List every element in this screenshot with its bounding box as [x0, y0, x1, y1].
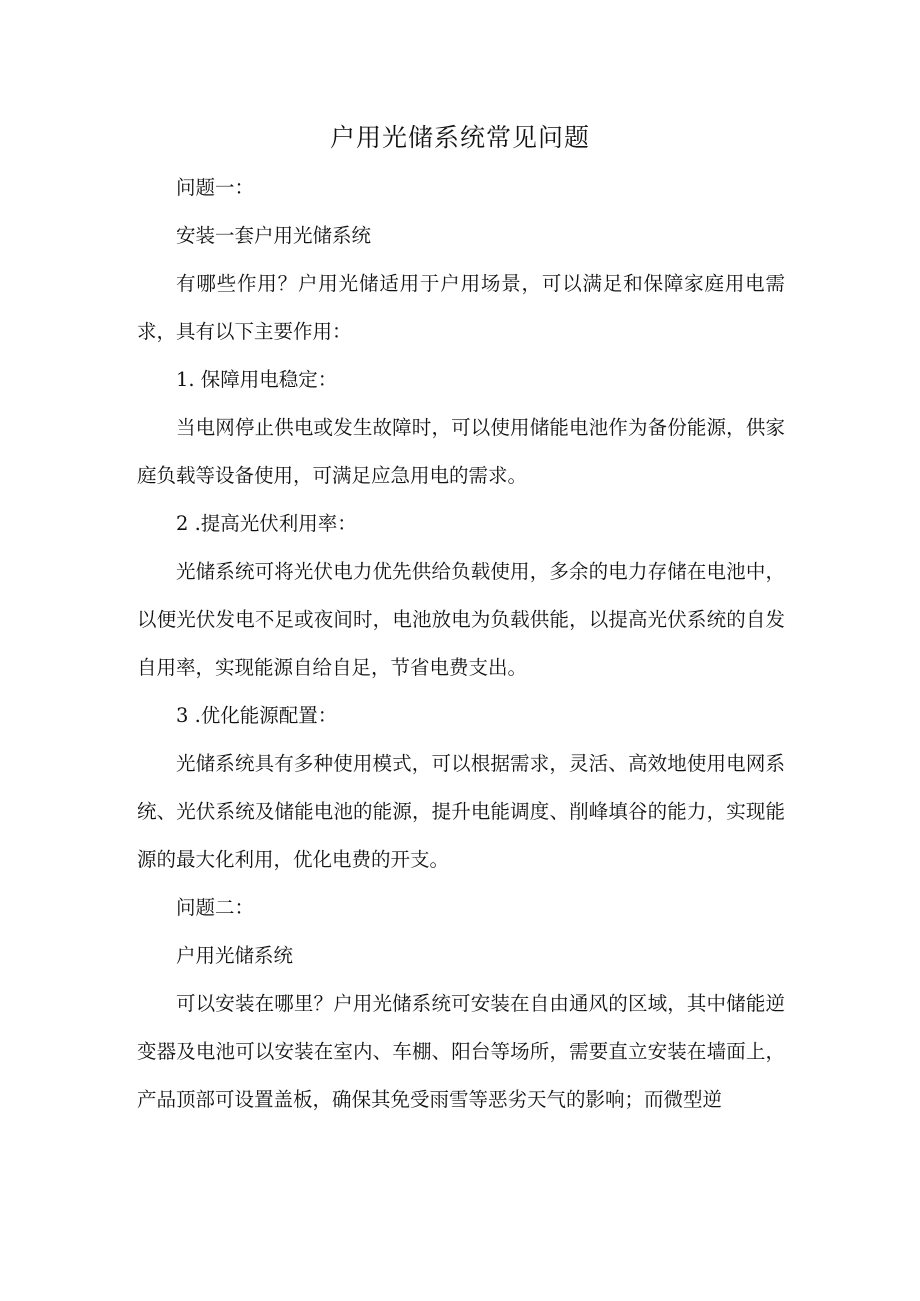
item-3-heading: 3 .优化能源配置： — [176, 704, 338, 727]
question-1-heading: 问题一： — [176, 176, 255, 199]
question-1-intro: 有哪些作用？户用光储适用于户用场景，可以满足和保障家庭用电需求，具有以下主要作用： — [137, 272, 785, 343]
item-3-body: 光储系统具有多种使用模式，可以根据需求，灵活、高效地使用电网系统、光伏系统及储能电池的能源，提升电能调度、削峰填谷的能力，实现能源的最大化利用，优化电费的开支。 — [137, 752, 785, 871]
question-2-heading: 问题二： — [176, 896, 255, 919]
item-1-heading: 1. 保障用电稳定： — [176, 368, 338, 391]
document-title: 户用光储系统常见问题 — [329, 123, 590, 152]
question-2-subject: 户用光储系统 — [176, 944, 294, 967]
document-body — [137, 164, 785, 1124]
item-2-body: 光储系统可将光伏电力优先供给负载使用，多余的电力存储在电池中，以便光伏发电不足或夜间时，电池放电为负载供能，以提高光伏系统的自发自用率，实现能源自给自足，节省电费支出。 — [137, 560, 785, 679]
item-2-heading: 2 .提高光伏利用率： — [176, 512, 357, 535]
question-1-subject: 安装一套户用光储系统 — [176, 224, 372, 247]
item-1-body: 当电网停止供电或发生故障时，可以使用储能电池作为备份能源，供家庭负载等设备使用，可满足应急用电的需求。 — [137, 416, 785, 487]
question-2-body: 可以安装在哪里？户用光储系统可安装在自由通风的区域，其中储能逆变器及电池可以安装在室内、车棚、阳台等场所，需要直立安装在墙面上，产品顶部可设置盖板，确保其免受雨雪等恶劣天气的影响；而微型逆 — [137, 992, 785, 1111]
